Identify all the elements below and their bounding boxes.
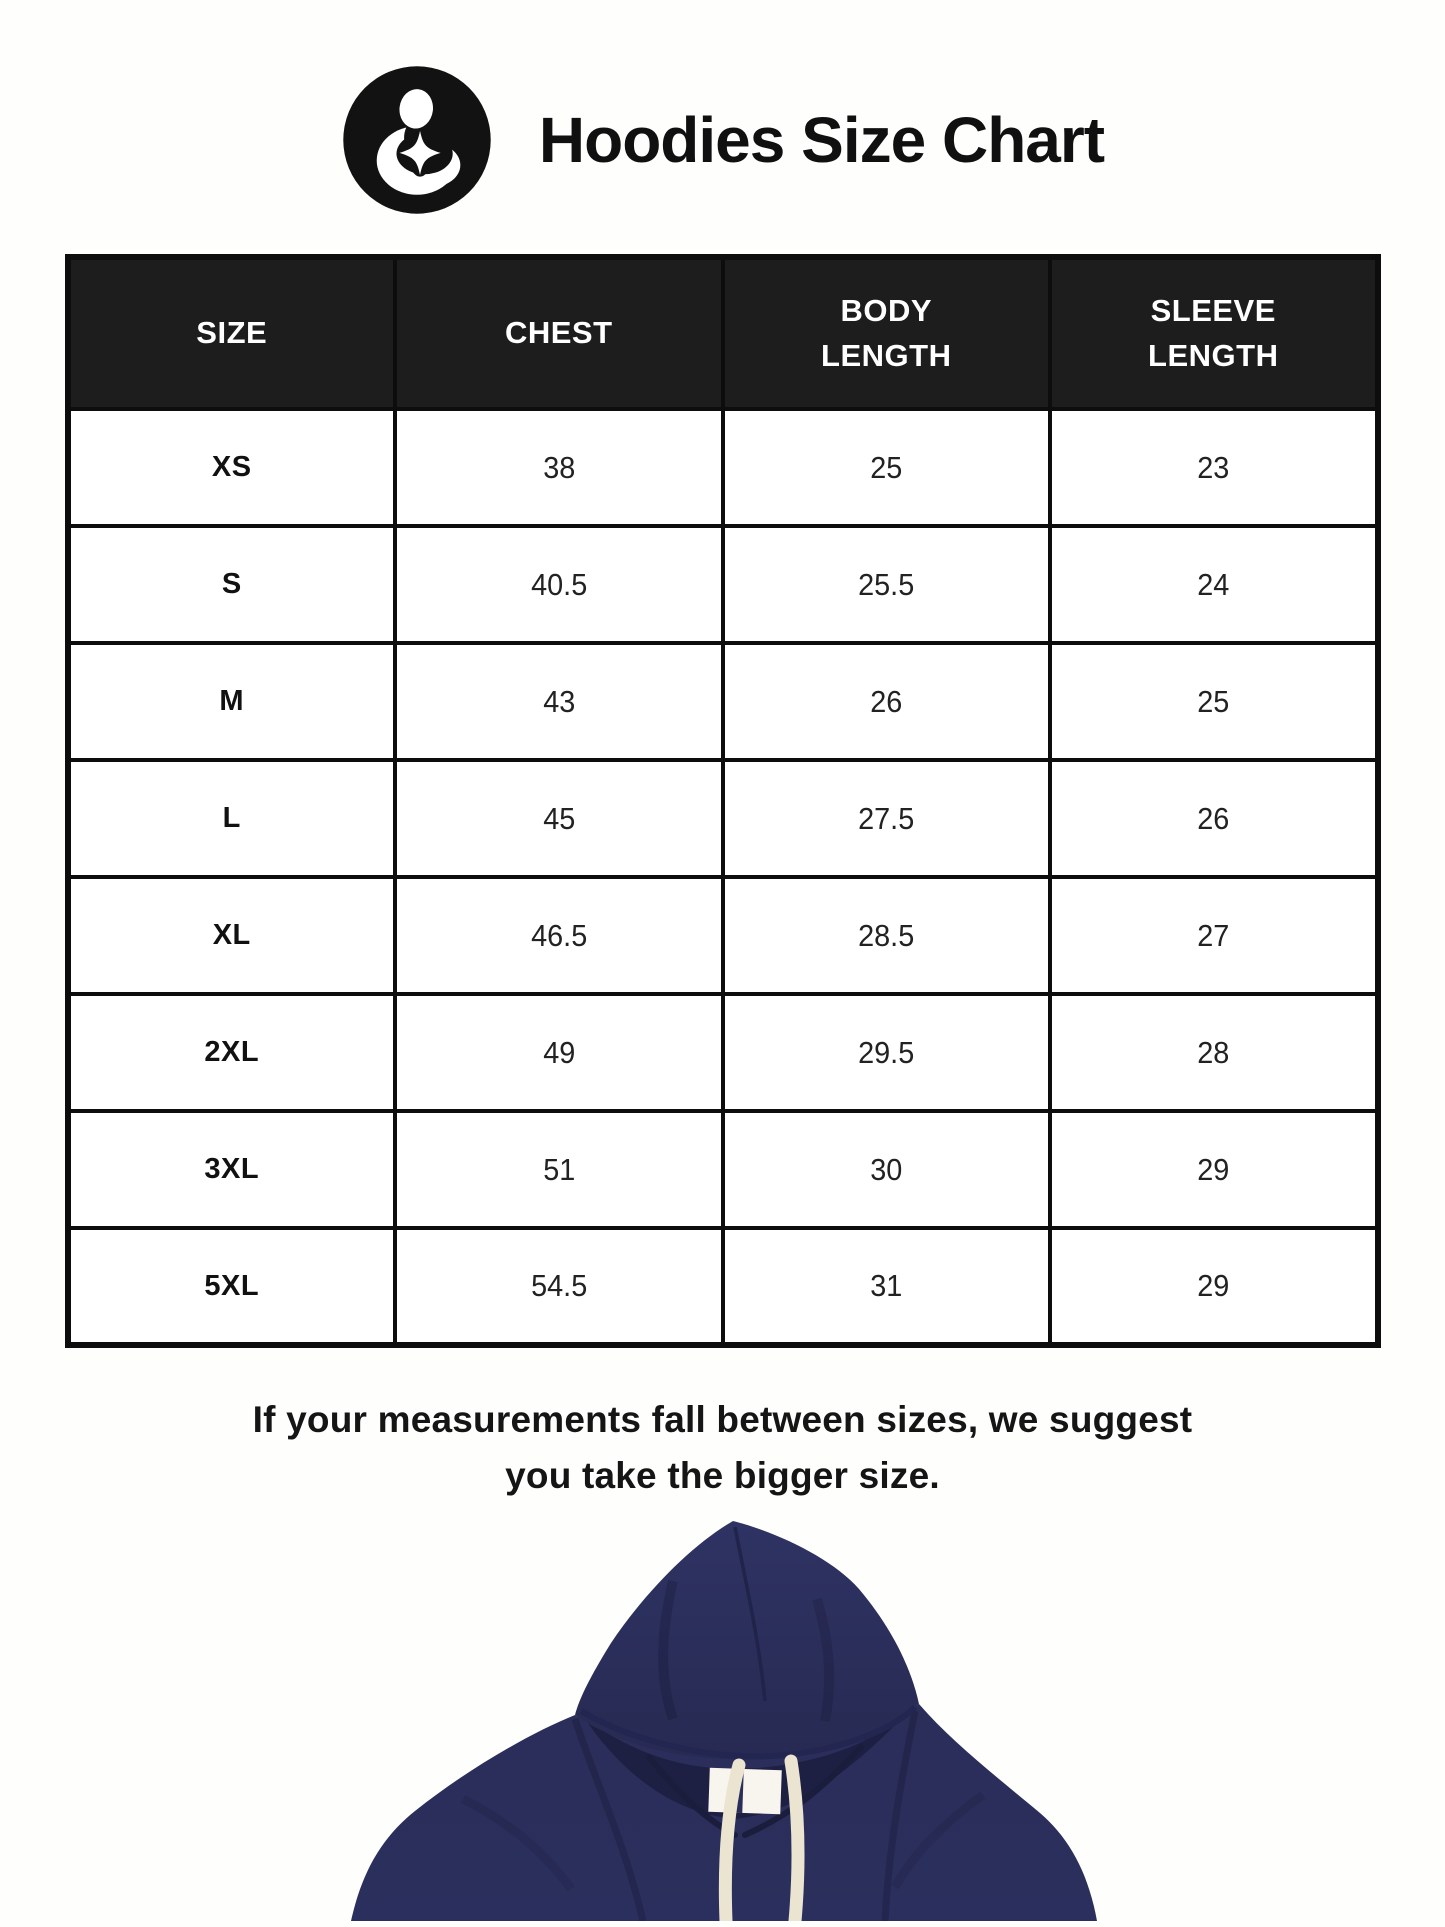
sleeve-length-cell: 23	[1050, 409, 1378, 526]
body-length-cell: 25.5	[723, 526, 1051, 643]
page-header	[0, 0, 1445, 216]
table-row	[68, 994, 1378, 1111]
chest-cell: 49	[395, 994, 723, 1111]
sleeve-length-cell: 29	[1050, 1228, 1378, 1345]
table-row	[68, 760, 1378, 877]
sleeve-length-cell: 27	[1050, 877, 1378, 994]
table-header-row	[68, 257, 1378, 409]
page-title: Hoodies Size Chart	[538, 104, 1105, 176]
sleeve-length-cell: 28	[1050, 994, 1378, 1111]
table-row	[68, 1228, 1378, 1345]
size-cell: XL	[68, 877, 396, 994]
body-length-cell: 31	[723, 1228, 1051, 1345]
table-row	[68, 643, 1378, 760]
chest-cell: 43	[395, 643, 723, 760]
size-cell: M	[68, 643, 396, 760]
sleeve-length-cell: 25	[1050, 643, 1378, 760]
table-row	[68, 1111, 1378, 1228]
size-chart-table	[65, 254, 1381, 1348]
drawstring-right	[791, 1761, 798, 1921]
column-header-sleeve-length: SLEEVE LENGTH	[1050, 257, 1378, 409]
size-cell: 3XL	[68, 1111, 396, 1228]
chest-cell: 38	[395, 409, 723, 526]
body-length-cell: 27.5	[723, 760, 1051, 877]
mother-baby-logo-icon	[341, 64, 493, 216]
neck-label	[708, 1768, 781, 1814]
body-length-cell: 28.5	[723, 877, 1051, 994]
table-row	[68, 409, 1378, 526]
chest-cell: 51	[395, 1111, 723, 1228]
table-row	[68, 877, 1378, 994]
body-length-cell: 26	[723, 643, 1051, 760]
table-row	[68, 526, 1378, 643]
sleeve-length-cell: 29	[1050, 1111, 1378, 1228]
body-length-cell: 30	[723, 1111, 1051, 1228]
column-header-body-length: BODY LENGTH	[723, 257, 1051, 409]
size-cell: XS	[68, 409, 396, 526]
body-length-cell: 29.5	[723, 994, 1051, 1111]
size-cell: 2XL	[68, 994, 396, 1111]
chest-cell: 54.5	[395, 1228, 723, 1345]
size-cell: S	[68, 526, 396, 643]
body-length-cell: 25	[723, 409, 1051, 526]
size-cell: 5XL	[68, 1228, 396, 1345]
chest-cell: 46.5	[395, 877, 723, 994]
sizing-note: If your measurements fall between sizes, we suggest you take the bigger size.	[252, 1399, 1193, 1496]
chest-cell: 40.5	[395, 526, 723, 643]
size-cell: L	[68, 760, 396, 877]
hoodie-hood	[575, 1521, 919, 1759]
column-header-chest: CHEST	[395, 257, 723, 409]
sleeve-length-cell: 26	[1050, 760, 1378, 877]
chest-cell: 45	[395, 760, 723, 877]
hoodie-photo	[343, 1519, 1103, 1921]
sleeve-length-cell: 24	[1050, 526, 1378, 643]
column-header-size: SIZE	[68, 257, 396, 409]
